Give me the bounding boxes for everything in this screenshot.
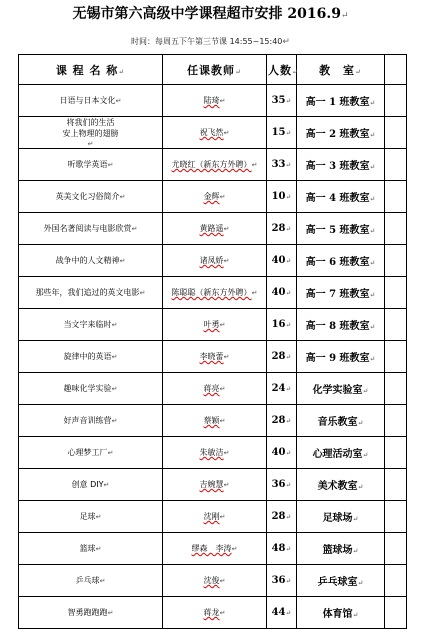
paragraph-mark: ↵: [357, 419, 364, 427]
row-end-cell: [385, 149, 407, 181]
header-teacher: 任课教师↵: [163, 55, 267, 85]
table-row: [19, 405, 407, 437]
teacher-name: 沈刚: [203, 512, 220, 521]
student-count: 40: [271, 255, 286, 266]
course-name-cell: [19, 437, 163, 469]
paragraph-mark: ↵: [357, 483, 364, 491]
student-count-cell: [267, 501, 297, 533]
classroom-cell: [297, 309, 385, 341]
paragraph-mark: ↵: [119, 193, 126, 201]
classroom-cell: [297, 469, 385, 501]
course-name: 心理梦工厂: [67, 448, 108, 457]
student-count-cell: [267, 565, 297, 597]
classroom-name: 足球场: [322, 513, 353, 524]
course-name-cell: [19, 533, 163, 565]
paragraph-mark: ↵: [219, 193, 226, 201]
teacher-cell: [163, 565, 267, 597]
teacher-name: 蔡颖: [203, 416, 220, 425]
teacher-cell: [163, 341, 267, 373]
student-count: 28: [271, 511, 286, 522]
row-end-cell: [385, 501, 407, 533]
row-end-cell: [385, 469, 407, 501]
teacher-name: 黄路遥: [199, 224, 224, 233]
table-row: [19, 309, 407, 341]
course-name-line2: 安上物理的翅膀: [62, 129, 119, 138]
classroom-name: 高一 3 班教室: [305, 161, 370, 172]
schedule-time-line: 时间：每周五下午第三节课 14:55~15:40↵: [131, 37, 290, 47]
paragraph-mark: ↵: [87, 140, 94, 148]
teacher-name: 尤晓红（新东方外聘）: [171, 160, 252, 169]
course-name: 外国名著阅读与电影欣赏: [43, 224, 132, 233]
row-end-cell: [385, 597, 407, 629]
table-row: [19, 181, 407, 213]
paragraph-mark: ↵: [131, 225, 138, 233]
classroom-cell: [297, 181, 385, 213]
course-name: 乒乓球: [75, 576, 100, 585]
teacher-cell: [163, 309, 267, 341]
course-name-cell: [19, 85, 163, 117]
teacher-cell: [163, 85, 267, 117]
classroom-name: 音乐教室: [317, 417, 358, 428]
table-row: [19, 437, 407, 469]
classroom-name: 体育馆: [322, 609, 353, 620]
student-count-cell: [267, 309, 297, 341]
row-end-cell: [385, 437, 407, 469]
teacher-name: 缪森 李涛: [191, 544, 232, 553]
student-count: 15: [271, 127, 286, 138]
course-name-cell: [19, 405, 163, 437]
course-name-cell: [19, 501, 163, 533]
teacher-cell: [163, 245, 267, 277]
row-end-cell: [385, 373, 407, 405]
paragraph-mark: ↵: [285, 225, 292, 233]
paragraph-mark: ↵: [219, 385, 226, 393]
classroom-name: 高一 2 班教室: [305, 129, 370, 140]
course-name-cell: [19, 309, 163, 341]
row-end-cell: [385, 277, 407, 309]
paragraph-mark: ↵: [139, 289, 146, 297]
student-count-cell: [267, 85, 297, 117]
teacher-name: 陆琦: [203, 96, 220, 105]
course-name-cell: [19, 373, 163, 405]
paragraph-mark: ↵: [107, 449, 114, 457]
paragraph-mark: ↵: [285, 289, 292, 297]
paragraph-mark: ↵: [285, 609, 292, 617]
student-count-cell: [267, 181, 297, 213]
paragraph-mark: ↵: [223, 353, 230, 361]
row-end-cell: [385, 213, 407, 245]
paragraph-mark: ↵: [369, 99, 376, 107]
document-title: 无锡市第六高级中学课程超市安排 2016.9↵: [72, 6, 349, 22]
teacher-cell: [163, 213, 267, 245]
course-name-cell: [19, 213, 163, 245]
paragraph-mark: ↵: [285, 97, 292, 105]
paragraph-mark: ↵: [285, 257, 292, 265]
course-name: 听歌学英语: [67, 160, 108, 169]
paragraph-mark: ↵: [111, 385, 118, 393]
course-name-cell: [19, 597, 163, 629]
classroom-cell: [297, 437, 385, 469]
classroom-cell: [297, 405, 385, 437]
student-count-cell: [267, 437, 297, 469]
row-end-cell: [385, 341, 407, 373]
paragraph-mark: ↵: [251, 161, 258, 169]
paragraph-mark: ↵: [285, 161, 292, 169]
paragraph-mark: ↵: [111, 417, 118, 425]
student-count-cell: [267, 213, 297, 245]
paragraph-mark: ↵: [369, 259, 376, 267]
table-row: [19, 149, 407, 181]
classroom-cell: [297, 213, 385, 245]
paragraph-mark: ↵: [352, 611, 359, 619]
table-row: [19, 341, 407, 373]
course-name: 篮球: [79, 544, 96, 553]
student-count-cell: [267, 597, 297, 629]
table-row: [19, 213, 407, 245]
classroom-name: 篮球场: [322, 545, 353, 556]
teacher-cell: [163, 597, 267, 629]
teacher-cell: [163, 405, 267, 437]
row-end-cell: [385, 309, 407, 341]
classroom-cell: [297, 565, 385, 597]
student-count: 35: [271, 95, 286, 106]
teacher-name: 叶勇: [203, 320, 220, 329]
row-end-cell: [385, 533, 407, 565]
student-count: 28: [271, 223, 286, 234]
paragraph-mark: ↵: [219, 577, 226, 585]
student-count: 40: [271, 447, 286, 458]
paragraph-mark: ↵: [285, 129, 292, 137]
course-name: 趣味化学实验: [63, 384, 112, 393]
header-course: 课 程 名 称↵: [19, 55, 163, 85]
paragraph-mark: ↵: [285, 417, 292, 425]
table-row: [19, 533, 407, 565]
paragraph-mark: ↵: [369, 355, 376, 363]
classroom-cell: [297, 341, 385, 373]
paragraph-mark: ↵: [369, 131, 376, 139]
table-row: [19, 501, 407, 533]
teacher-name: 祝飞然: [199, 128, 224, 137]
student-count-cell: [267, 469, 297, 501]
classroom-name: 高一 7 班教室: [305, 289, 370, 300]
paragraph-mark: ↵: [219, 513, 226, 521]
classroom-name: 化学实验室: [312, 385, 363, 396]
classroom-name: 心理活动室: [312, 449, 363, 460]
table-row: [19, 565, 407, 597]
course-name-cell: [19, 277, 163, 309]
paragraph-mark: ↵: [223, 257, 230, 265]
teacher-name: 蒋亮: [203, 384, 220, 393]
paragraph-mark: ↵: [285, 385, 292, 393]
paragraph-mark: ↵: [223, 225, 230, 233]
row-end-cell: [385, 181, 407, 213]
course-name: 旋律中的英语: [63, 352, 112, 361]
student-count-cell: [267, 341, 297, 373]
course-name-cell: [19, 341, 163, 373]
teacher-cell: [163, 533, 267, 565]
paragraph-mark: ↵: [119, 257, 126, 265]
row-end-cell: [385, 85, 407, 117]
teacher-cell: [163, 149, 267, 181]
table-row: [19, 597, 407, 629]
course-name-cell: [19, 149, 163, 181]
course-name-cell: [19, 181, 163, 213]
row-end-cell: [385, 405, 407, 437]
classroom-cell: [297, 373, 385, 405]
table-header-row: [19, 55, 407, 85]
classroom-cell: [297, 85, 385, 117]
paragraph-mark: ↵: [95, 545, 102, 553]
teacher-cell: [163, 181, 267, 213]
paragraph-mark: ↵: [219, 609, 226, 617]
paragraph-mark: ↵: [111, 353, 118, 361]
paragraph-mark: ↵: [285, 193, 292, 201]
classroom-cell: [297, 117, 385, 149]
paragraph-mark: ↵: [352, 515, 359, 523]
paragraph-mark: ↵: [285, 577, 292, 585]
teacher-name: 陈聪聪（新东方外聘）: [171, 288, 252, 297]
course-name: 英美文化习俗简介: [55, 192, 120, 201]
paragraph-mark: ↵: [285, 321, 292, 329]
classroom-name: 高一 9 班教室: [305, 353, 370, 364]
teacher-cell: [163, 501, 267, 533]
classroom-name: 美术教室: [317, 481, 358, 492]
paragraph-mark: ↵: [362, 387, 369, 395]
paragraph-mark: ↵: [369, 323, 376, 331]
teacher-name: 朱敏洁: [199, 448, 224, 457]
paragraph-mark: ↵: [111, 321, 118, 329]
student-count-cell: [267, 277, 297, 309]
student-count-cell: [267, 405, 297, 437]
course-name-cell: [19, 117, 163, 149]
classroom-cell: [297, 149, 385, 181]
header-count: 人数↵: [267, 55, 297, 85]
teacher-name: 蒋龙: [203, 608, 220, 617]
paragraph-mark: ↵: [219, 321, 226, 329]
paragraph-mark: ↵: [285, 353, 292, 361]
course-name: 好声音训练营: [63, 416, 112, 425]
student-count: 36: [271, 479, 286, 490]
classroom-cell: [297, 277, 385, 309]
teacher-name: 沈俊: [203, 576, 220, 585]
student-count-cell: [267, 533, 297, 565]
teacher-name: 吉婉慧: [199, 480, 224, 489]
classroom-name: 高一 1 班教室: [305, 97, 370, 108]
table-row: [19, 85, 407, 117]
paragraph-mark: ↵: [369, 195, 376, 203]
teacher-cell: [163, 469, 267, 501]
classroom-name: 高一 6 班教室: [305, 257, 370, 268]
paragraph-mark: ↵: [223, 129, 230, 137]
paragraph-mark: ↵: [107, 609, 114, 617]
paragraph-mark: ↵: [369, 291, 376, 299]
student-count: 24: [271, 383, 286, 394]
course-schedule-table: [18, 54, 407, 629]
paragraph-mark: ↵: [99, 577, 106, 585]
paragraph-mark: ↵: [103, 481, 110, 489]
row-end-cell: [385, 117, 407, 149]
table-row: [19, 277, 407, 309]
student-count: 28: [271, 351, 286, 362]
classroom-name: 乒乓球室: [317, 577, 358, 588]
paragraph-mark: ↵: [369, 163, 376, 171]
teacher-cell: [163, 117, 267, 149]
course-name: 足球: [79, 512, 96, 521]
row-end-cell: [385, 55, 407, 85]
course-name: 日语与日本文化: [59, 96, 116, 105]
student-count: 48: [271, 543, 286, 554]
student-count-cell: [267, 117, 297, 149]
row-end-cell: [385, 565, 407, 597]
classroom-cell: [297, 501, 385, 533]
paragraph-mark: ↵: [362, 451, 369, 459]
course-name-cell: [19, 565, 163, 597]
student-count-cell: [267, 373, 297, 405]
teacher-name: 诸凤娇: [199, 256, 224, 265]
paragraph-mark: ↵: [285, 513, 292, 521]
paragraph-mark: ↵: [219, 417, 226, 425]
classroom-cell: [297, 533, 385, 565]
paragraph-mark: ↵: [352, 547, 359, 555]
course-name: 当文字来临时: [63, 320, 112, 329]
student-count: 44: [271, 607, 286, 618]
paragraph-mark: ↵: [357, 579, 364, 587]
table-row: [19, 373, 407, 405]
course-name-line1: 将我们的生活: [66, 118, 115, 127]
student-count: 36: [271, 575, 286, 586]
header-room: 教 室↵: [297, 55, 385, 85]
course-name: 战争中的人文精神: [55, 256, 120, 265]
paragraph-mark: ↵: [285, 481, 292, 489]
teacher-cell: [163, 373, 267, 405]
paragraph-mark: ↵: [285, 449, 292, 457]
paragraph-mark: ↵: [251, 289, 258, 297]
student-count: 16: [271, 319, 286, 330]
paragraph-mark: ↵: [223, 449, 230, 457]
classroom-cell: [297, 245, 385, 277]
row-end-cell: [385, 245, 407, 277]
course-name: 智勇跑跑跑: [67, 608, 108, 617]
course-name-cell: [19, 245, 163, 277]
classroom-name: 高一 4 班教室: [305, 193, 370, 204]
table-row: [19, 469, 407, 501]
classroom-name: 高一 8 班教室: [305, 321, 370, 332]
paragraph-mark: ↵: [369, 227, 376, 235]
student-count-cell: [267, 245, 297, 277]
paragraph-mark: ↵: [107, 161, 114, 169]
course-name: 那些年，我们追过的英文电影: [35, 288, 140, 297]
teacher-cell: [163, 277, 267, 309]
table-row: [19, 117, 407, 149]
teacher-name: 金辉: [203, 192, 220, 201]
paragraph-mark: ↵: [223, 481, 230, 489]
course-name: 创意 DIY: [71, 480, 104, 489]
paragraph-mark: ↵: [95, 513, 102, 521]
classroom-name: 高一 5 班教室: [305, 225, 370, 236]
course-name-cell: [19, 469, 163, 501]
teacher-cell: [163, 437, 267, 469]
paragraph-mark: ↵: [231, 545, 238, 553]
classroom-cell: [297, 597, 385, 629]
paragraph-mark: ↵: [115, 97, 122, 105]
student-count: 33: [271, 159, 286, 170]
paragraph-mark: ↵: [219, 97, 226, 105]
paragraph-mark: ↵: [285, 545, 292, 553]
student-count: 28: [271, 415, 286, 426]
student-count: 40: [271, 287, 286, 298]
student-count-cell: [267, 149, 297, 181]
student-count: 10: [271, 191, 286, 202]
table-row: [19, 245, 407, 277]
teacher-name: 李晓蕾: [199, 352, 224, 361]
